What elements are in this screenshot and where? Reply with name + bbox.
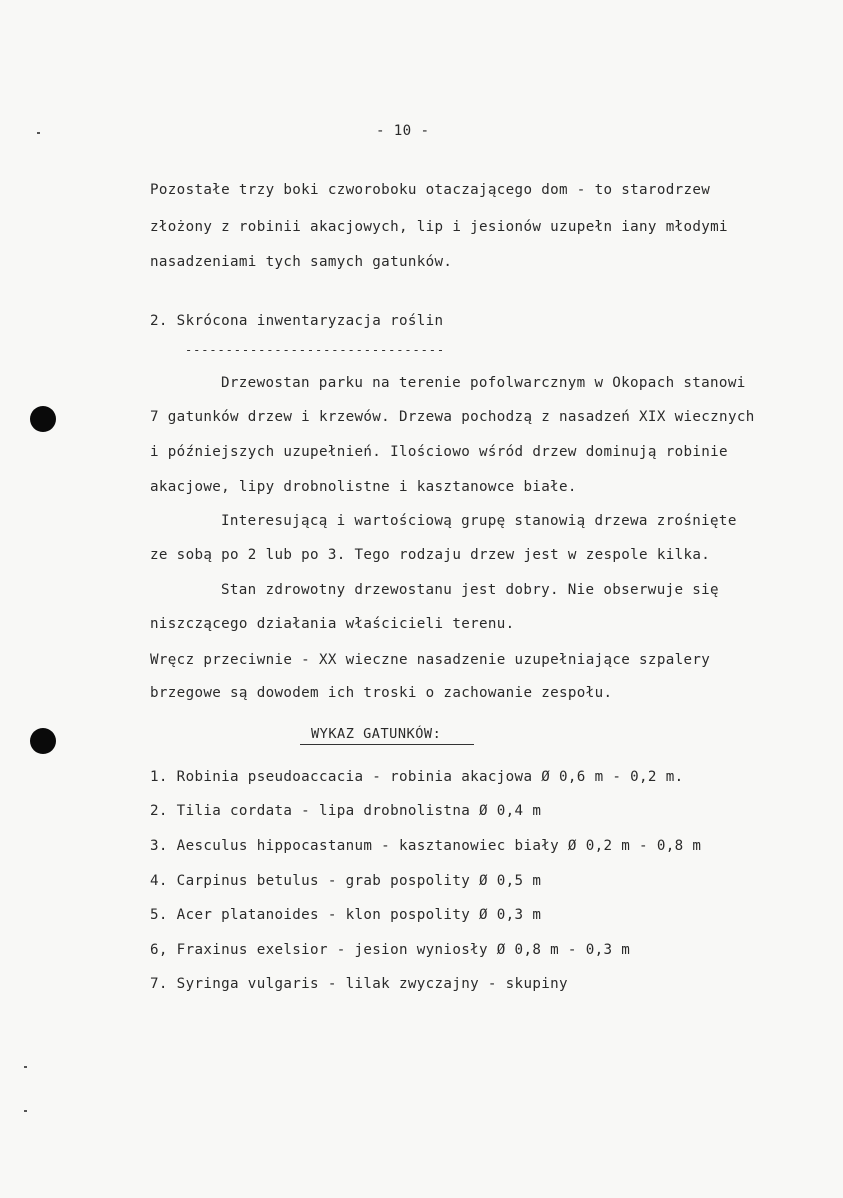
species-item: 2. Tilia cordata - lipa drobnolistna Ø 0,4 m: [150, 803, 542, 819]
species-heading-underline: [300, 744, 474, 745]
page-number: - 10 -: [376, 123, 430, 139]
margin-mark: [37, 132, 40, 134]
species-item: 1. Robinia pseudoaccacia - robinia akacjowa Ø 0,6 m - 0,2 m.: [150, 769, 684, 785]
intro-line: nasadzeniami tych samych gatunków.: [150, 254, 453, 270]
punch-hole: [30, 728, 56, 754]
paragraph-line: 7 gatunków drzew i krzewów. Drzewa pochodzą z nasadzeń XIX wiecznych: [150, 409, 755, 425]
species-item: 6, Fraxinus exelsior - jesion wyniosły Ø 0,8 m - 0,3 m: [150, 942, 631, 958]
intro-line: Pozostałe trzy boki czworoboku otaczającego dom - to starodrzew: [150, 182, 711, 198]
section-heading-underline: --------------------------------: [185, 343, 445, 357]
margin-mark: [24, 1066, 27, 1068]
margin-mark: [24, 1110, 27, 1112]
paragraph-line: brzegowe są dowodem ich troski o zachowanie zespołu.: [150, 685, 613, 701]
paragraph-line: Interesującą i wartościową grupę stanowią drzewa zrośnięte: [221, 513, 737, 529]
paragraph-line: akacjowe, lipy drobnolistne i kasztanowce białe.: [150, 479, 577, 495]
species-item: 7. Syringa vulgaris - lilak zwyczajny - skupiny: [150, 976, 568, 992]
paragraph-line: niszczącego działania właścicieli terenu.: [150, 616, 515, 632]
species-item: 3. Aesculus hippocastanum - kasztanowiec biały Ø 0,2 m - 0,8 m: [150, 838, 702, 854]
intro-line: złożony z robinii akacjowych, lip i jesionów uzupełn iany młodymi: [150, 219, 728, 235]
paragraph-line: Drzewostan parku na terenie pofolwarcznym w Okopach stanowi: [221, 375, 746, 391]
paragraph-line: i późniejszych uzupełnień. Ilościowo wśród drzew dominują robinie: [150, 444, 728, 460]
species-item: 4. Carpinus betulus - grab pospolity Ø 0,5 m: [150, 873, 542, 889]
species-heading: WYKAZ GATUNKÓW:: [311, 726, 442, 742]
paragraph-line: ze sobą po 2 lub po 3. Tego rodzaju drzew jest w zespole kilka.: [150, 547, 711, 563]
section-heading: 2. Skrócona inwentaryzacja roślin: [150, 313, 444, 329]
species-item: 5. Acer platanoides - klon pospolity Ø 0,3 m: [150, 907, 542, 923]
paragraph-line: Wręcz przeciwnie - XX wieczne nasadzenie uzupełniające szpalery: [150, 652, 711, 668]
punch-hole: [30, 406, 56, 432]
paragraph-line: Stan zdrowotny drzewostanu jest dobry. Nie obserwuje się: [221, 582, 719, 598]
